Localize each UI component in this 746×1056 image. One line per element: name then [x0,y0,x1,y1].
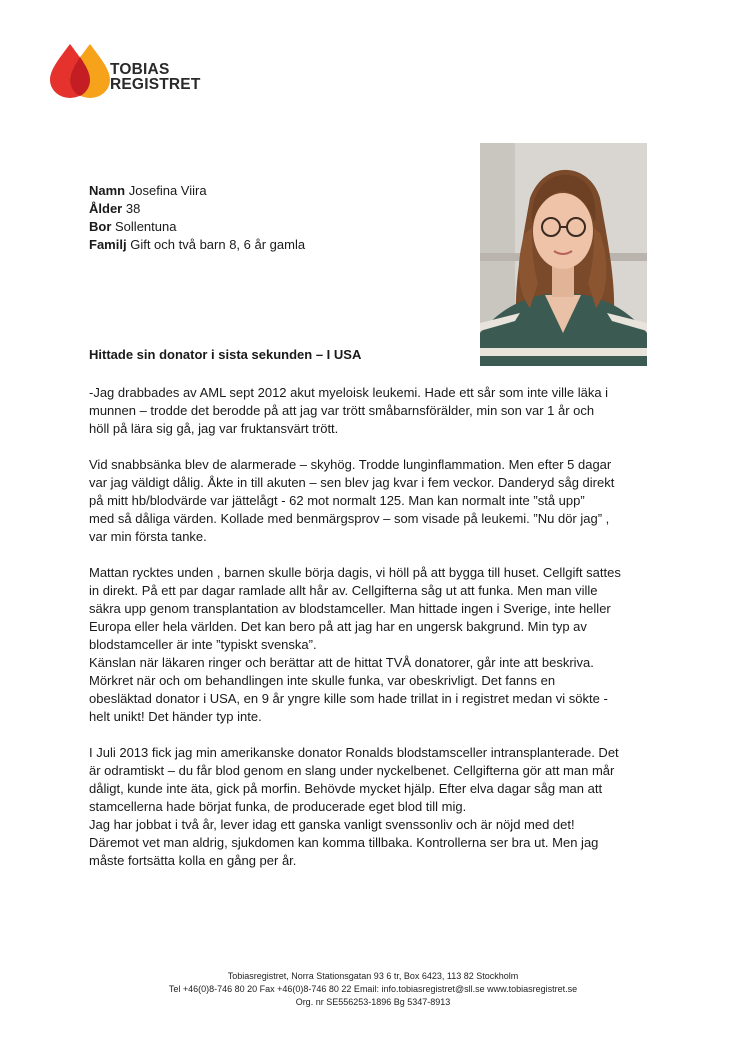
text-line: är odramtiskt – du får blod genom en slang under nyckelbenet. Cellgifterna gör att man mår [89,763,615,778]
text-line: blodstamceller är inte ”typiskt svenska”. [89,637,317,652]
footer-contact: Tel +46(0)8-746 80 20 Fax +46(0)8-746 80 22 Email: info.tobiasregistret@sll.se www.tobiasregistret.se [168,984,578,994]
logo-text-line1: TOBIAS [110,61,170,78]
text-line: Jag har jobbat i två år, lever idag ett ganska vanligt svenssonliv och är nöjd med det! [89,817,575,832]
text-line: Känslan när läkaren ringer och berättar att de hittat TVÅ donatorer, går inte att beskriva. [89,655,594,670]
text-line: Mattan rycktes unden , barnen skulle börja dagis, vi höll på att bygga till huset. Cellgift sattes [89,565,621,580]
text-line: -Jag drabbades av AML sept 2012 akut myeloisk leukemi. Hade ett sår som inte ville läka i [89,385,609,400]
logo-wordmark [110,62,201,92]
text-line: in direkt. På ett par dagar ramlade allt hår av. Cellgifterna såg ut att funka. Men man ville [89,583,598,598]
portrait-photo [480,143,647,366]
text-line: helt unikt! Det händer typ inte. [89,709,262,724]
text-line: var jag väldigt dålig. Åkte in till akuten – sen blev jag kvar i fem veckor. Danderyd såg direkt [89,475,615,490]
logo-text-line2: REGISTRET [110,76,201,93]
text-line: munnen – trodde det berodde på att jag var trött småbarnsförälder, min son var 1 år och [89,403,595,418]
text-line: höll på lära sig gå, jag var fruktansvärt trött. [89,421,339,436]
text-line: Europa eller hela världen. Det kan bero på att jag har en ungersk bakgrund. Min typ av [89,619,587,634]
text-line: Mörkret när och om behandlingen inte skulle funka, var obeskrivligt. Det fanns en [89,673,556,688]
fact-residence: Bor Sollentuna [89,219,177,234]
text-line: var min första tanke. [89,529,207,544]
text-line: säkra upp genom transplantation av blodstamceller. Man hittade ingen i Sverige, inte heller [89,601,611,616]
text-line: måste fortsätta kolla en gång per år. [89,853,297,868]
paragraph [89,564,659,726]
fact-age: Ålder 38 [89,201,141,216]
paragraph [89,744,659,870]
text-line: dåligt, kunde inte äta, gick på morfin. Behövde mycket hjälp. Efter elva dagar såg man att [89,781,603,796]
page-footer [0,970,746,1009]
article-body [89,384,659,888]
footer-address: Tobiasregistret, Norra Stationsgatan 93 6 tr, Box 6423, 113 82 Stockholm [227,971,519,981]
fact-family: Familj Gift och två barn 8, 6 år gamla [89,237,306,252]
fact-name: Namn Josefina Viira [89,183,207,198]
text-line: stamcellerna hade börjat funka, de producerade eget blod till mig. [89,799,467,814]
paragraph [89,384,659,438]
footer-org-number: Org. nr SE556253-1896 Bg 5347-8913 [295,997,451,1007]
text-line: Vid snabbsänka blev de alarmerade – skyhög. Trodde lunginflammation. Men efter 5 dagar [89,457,612,472]
text-line: I Juli 2013 fick jag min amerikanske donator Ronalds blodstamsceller intransplanterade. Det [89,745,619,760]
article-headline: Hittade sin donator i sista sekunden – I USA [89,347,362,362]
text-line: Däremot vet man aldrig, sjukdomen kan komma tillbaka. Kontrollerna ser bra ut. Men jag [89,835,599,850]
text-line: på mitt hb/blodvärde var jättelågt - 62 mot normalt 125. Man kan normalt inte ”stå upp” [89,493,585,508]
paragraph [89,456,659,546]
text-line: obesläktad donator i USA, en 9 år yngre kille som hade trillat in i registret medan vi sökte - [89,691,608,706]
text-line: med så dåliga värden. Kollade med benmärgsprov – som visade på leukemi. ”Nu dör jag” , [89,511,610,526]
profile-facts [89,182,305,254]
